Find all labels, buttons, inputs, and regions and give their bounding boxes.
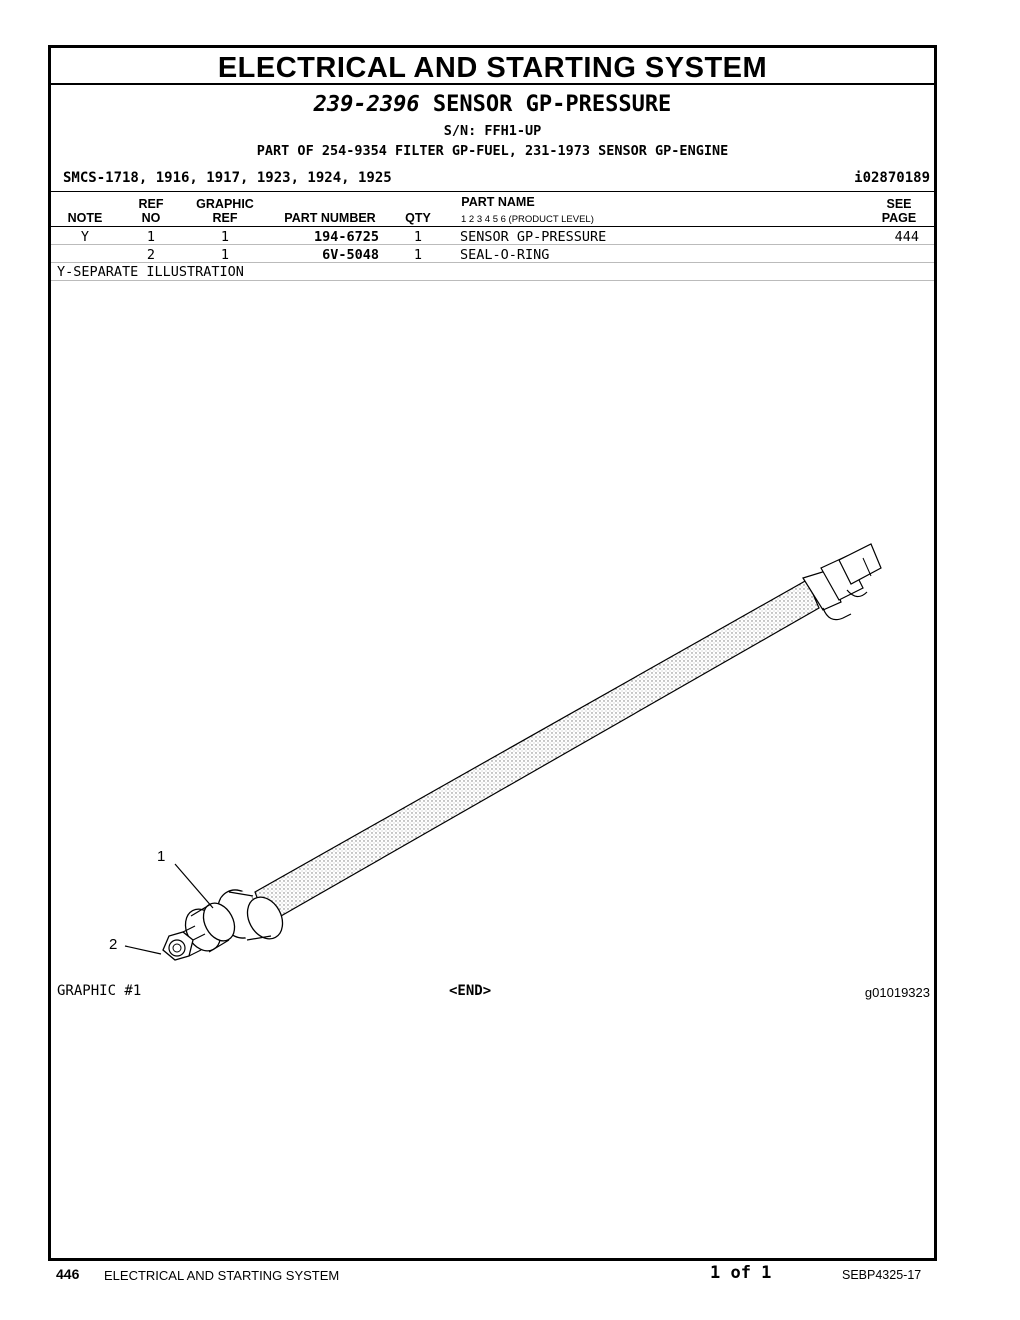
sensor-illustration	[51, 48, 934, 1258]
cell-ref-no: 1	[146, 229, 156, 245]
section-title: ELECTRICAL AND STARTING SYSTEM	[217, 52, 768, 84]
callout-2: 2	[109, 936, 118, 953]
col-see-top: SEE	[886, 197, 912, 211]
cell-ref-no: 2	[146, 247, 156, 263]
smcs-codes: SMCS-1718, 1916, 1917, 1923, 1924, 1925	[63, 170, 392, 186]
part-of-line: PART OF 254-9354 FILTER GP-FUEL, 231-1973 SENSOR GP-ENGINE	[256, 143, 729, 159]
cell-part-name: SEAL-O-RING	[460, 247, 550, 263]
cell-note: Y	[80, 229, 90, 245]
cell-part-name: SENSOR GP-PRESSURE	[460, 229, 607, 245]
col-see-bottom: PAGE	[881, 211, 917, 225]
sensor-tube	[255, 580, 819, 924]
group-name: SENSOR GP-PRESSURE	[432, 92, 672, 117]
cell-qty: 1	[413, 229, 423, 245]
footer-doc-number: SEBP4325-17	[842, 1268, 922, 1282]
col-part-number: PART NUMBER	[284, 211, 376, 225]
col-part-name: PART NAME	[461, 195, 535, 209]
callout-1: 1	[157, 848, 166, 865]
col-graphic-top: GRAPHIC	[196, 197, 254, 211]
cell-qty: 1	[413, 247, 423, 263]
col-graphic-bottom: REF	[212, 211, 238, 225]
cell-graphic-ref: 1	[220, 247, 230, 263]
callout-1-leader	[175, 864, 213, 908]
note-text: Y-SEPARATE ILLUSTRATION	[57, 264, 244, 280]
graphic-label: GRAPHIC #1	[57, 983, 142, 999]
cell-see-page: 444	[894, 229, 919, 245]
col-ref-bottom: NO	[141, 211, 161, 225]
col-ref-top: REF	[138, 197, 164, 211]
col-note: NOTE	[67, 211, 103, 225]
cell-part-number: 6V-5048	[322, 247, 379, 263]
cell-graphic-ref: 1	[220, 229, 230, 245]
cell-part-number: 194-6725	[313, 229, 379, 245]
col-qty: QTY	[405, 211, 431, 225]
footer-page-number: 446	[56, 1266, 80, 1282]
callout-2-leader	[125, 946, 161, 954]
footer-section: ELECTRICAL AND STARTING SYSTEM	[104, 1268, 340, 1283]
col-product-levels: 1 2 3 4 5 6 (PRODUCT LEVEL)	[461, 214, 594, 225]
graphic-id: g01019323	[864, 985, 930, 1000]
group-number: 239-2396	[313, 92, 420, 117]
page-frame	[48, 45, 937, 1261]
footer-page-of: 1 of 1	[710, 1263, 772, 1283]
serial-number: S/N: FFH1-UP	[443, 123, 542, 139]
illustration-id: i02870189	[854, 170, 930, 186]
end-marker: <END>	[449, 983, 492, 999]
